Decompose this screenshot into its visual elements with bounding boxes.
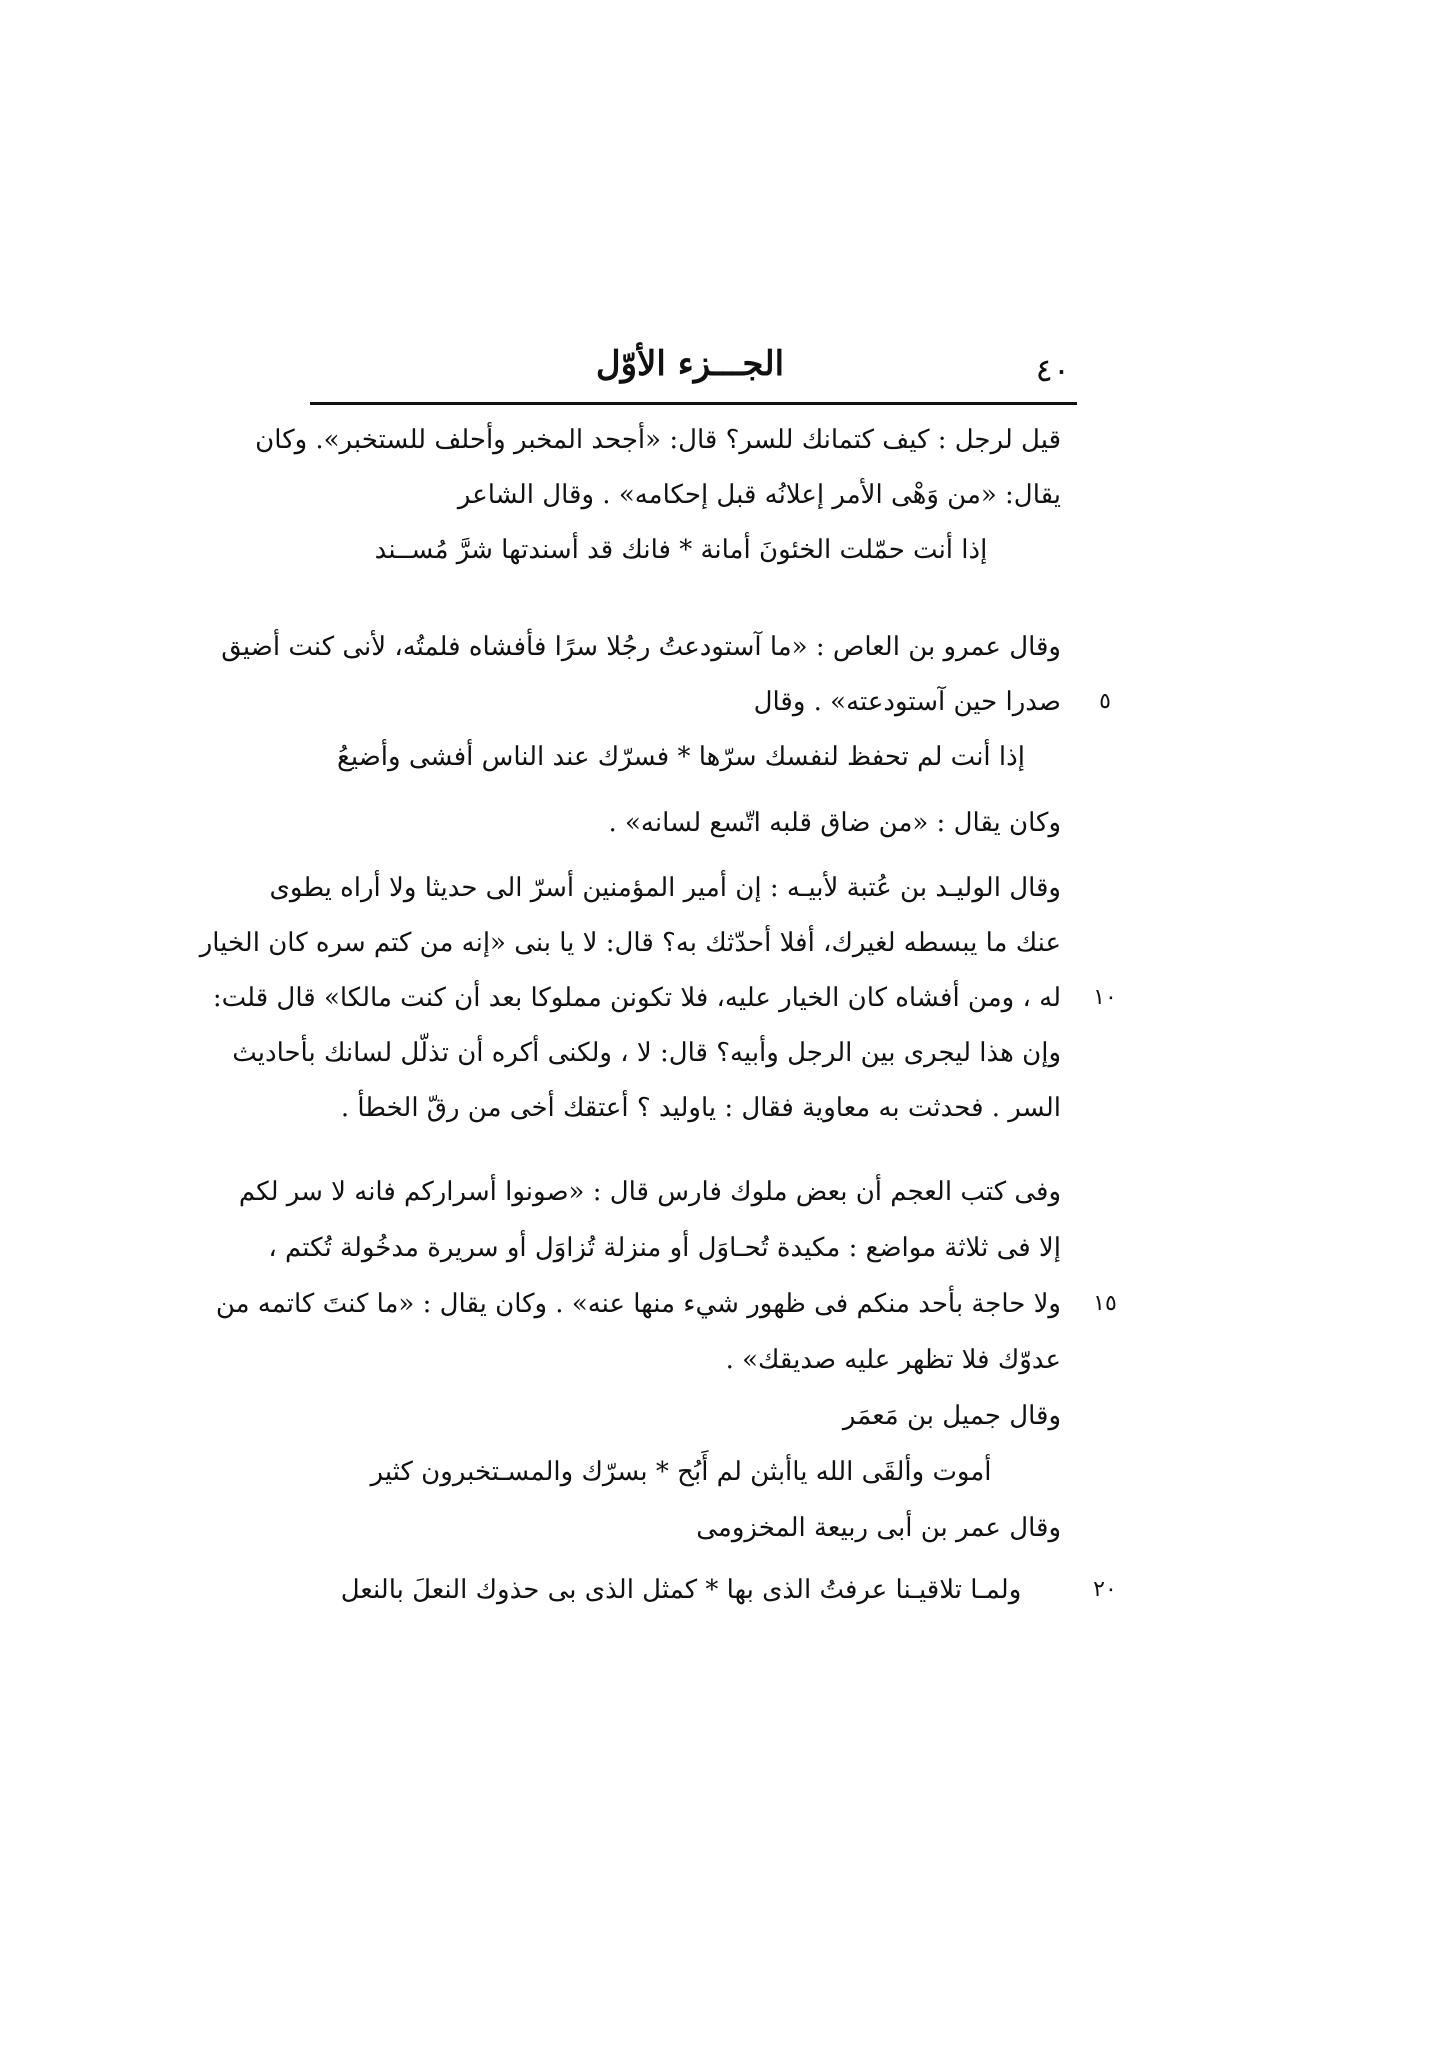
text-line: صدرا حين آستودعته» . وقال <box>753 687 1061 717</box>
page-number: ٤٠ <box>1035 351 1070 389</box>
text-line: وقال جميل بن مَعمَر <box>842 1401 1061 1431</box>
line-number: ١٠ <box>1093 985 1117 1010</box>
text-line: السر . فحدثت به معاوية فقال : ياوليد ؟ أعتقك أخى من رقّ الخطأ . <box>340 1093 1061 1123</box>
text-line: له ، ومن أفشاه كان الخيار عليه، فلا تكونن مملوكا بعد أن كنت مالكا» قال قلت: <box>212 983 1061 1013</box>
line-number: ٢٠ <box>1093 1577 1117 1602</box>
line-number: ٥ <box>1099 689 1111 714</box>
verse-line: أموت وألقَى الله ياأبثن لم أَبُح * بسرّك والمسـتخبرون كثير <box>370 1457 992 1487</box>
text-line: وقال عمر بن أبى ربيعة المخزومى <box>696 1513 1061 1543</box>
verse-line: إذا أنت لم تحفظ لنفسك سرّها * فسرّك عند الناس أفشى وأضيعُ <box>337 742 1025 772</box>
text-line: وكان يقال : «من ضاق قلبه اتّسع لسانه» . <box>608 808 1061 838</box>
verse-line: إذا أنت حمّلت الخئونَ أمانة * فانك قد أسندتها شرَّ مُســند <box>374 535 988 565</box>
text-line: عنك ما يبسطه لغيرك، أفلا أحدّثك به؟ قال: لا يا بنى «إنه من كتم سره كان الخيار <box>199 928 1061 958</box>
text-line: إلا فى ثلاثة مواضع : مكيدة تُحـاوَل أو منزلة تُزاوَل أو سريرة مدخُولة تُكتم ، <box>268 1233 1061 1263</box>
text-line: يقال: «من وَهْى الأمر إعلانُه قبل إحكامه» . وقال الشاعر <box>457 480 1061 510</box>
text-line: وإن هذا ليجرى بين الرجل وأبيه؟ قال: لا ، ولكنى أكره أن تذلّل لسانك بأحاديث <box>232 1038 1061 1068</box>
text-line: وقال عمرو بن العاص : «ما آستودعتُ رجُلا سرًا فأفشاه فلمتُه، لأنى كنت أضيق <box>221 632 1061 662</box>
text-line: وقال الوليـد بن عُتبة لأبيـه : إن أمير المؤمنين أسرّ الى حديثا ولا أراه يطوى <box>269 873 1061 903</box>
text-line: وفى كتب العجم أن بعض ملوك فارس قال : «صونوا أسراركم فانه لا سر لكم <box>238 1177 1061 1207</box>
text-line: عدوّك فلا تظهر عليه صديقك» . <box>725 1345 1061 1375</box>
verse-line: ولمـا تلاقيـنا عرفتُ الذى بها * كمثل الذى بى حذوك النعلَ بالنعل <box>340 1575 1022 1605</box>
header-divider <box>310 402 1077 405</box>
running-head-title: الجـــزء الأوّل <box>595 344 785 384</box>
line-number: ١٥ <box>1093 1291 1117 1316</box>
text-line: ولا حاجة بأحد منكم فى ظهور شيء منها عنه» . وكان يقال : «ما كنتَ كاتمه من <box>215 1289 1061 1319</box>
text-line: قيل لرجل : كيف كتمانك للسر؟ قال: «أجحد المخبر وأحلف للستخبر». وكان <box>255 425 1061 455</box>
